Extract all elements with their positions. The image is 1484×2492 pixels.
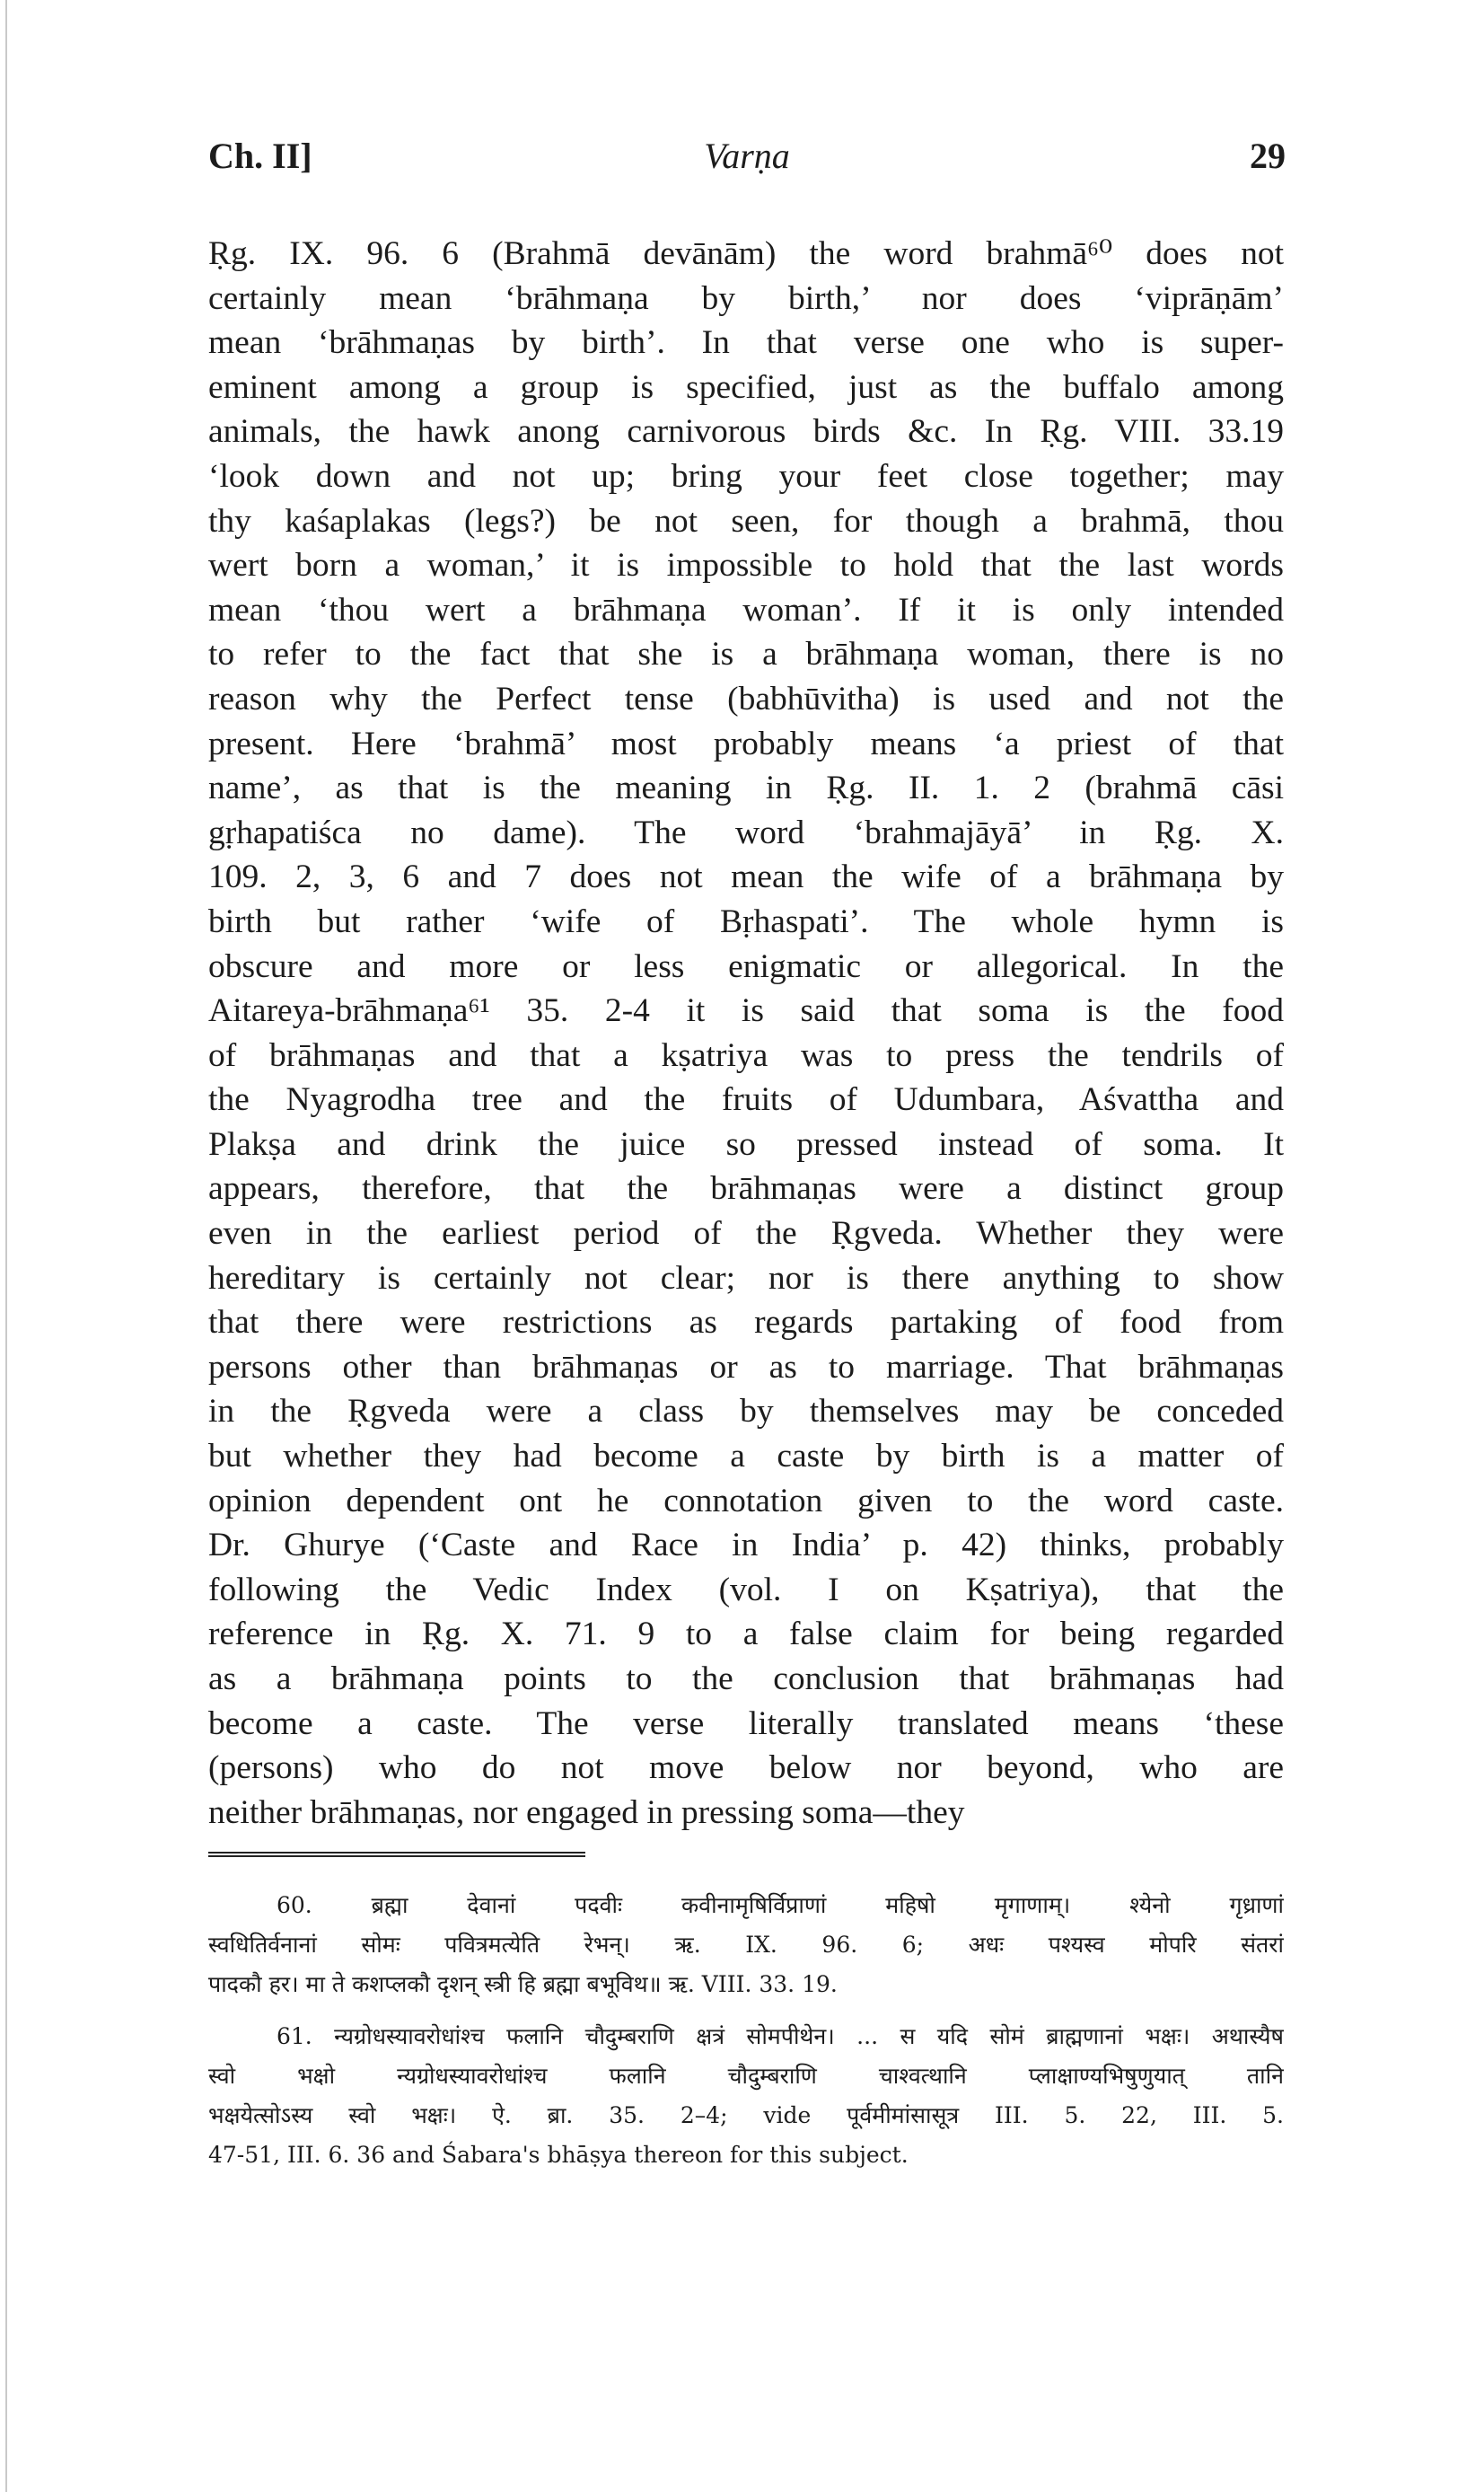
footnote-separator [208,1852,585,1857]
text-line: mean ‘brāhmaṇas by birth’. In that verse one who is super- [208,324,1284,362]
text-line: (persons) who do not move below nor beyond, who are [208,1749,1284,1787]
text-line: Aitareya-brāhmaṇa⁶¹ 35. 2-4 it is said that soma is the food [208,992,1284,1030]
text-line: certainly mean ‘brāhmaṇa by birth,’ nor does ‘viprāṇām’ [208,279,1284,317]
footnote-line: 61. न्यग्रोधस्यावरोधांश्च फलानि चौदुम्बराणि क्षत्रं सोमपीथेन। ... स यदि सोमं ब्राह्मणानां भक्षः। अथास्यैष [277,2023,1284,2049]
text-line: neither brāhmaṇas, nor engaged in pressing soma—they [208,1793,965,1831]
text-line: of brāhmaṇas and that a kṣatriya was to press the tendrils of [208,1036,1284,1074]
main-text [208,232,1284,1835]
footnotes [208,1886,1284,2175]
text-line: animals, the hawk anong carnivorous birds &c. In Ṛg. VIII. 33.19 [208,413,1284,451]
text-line: that there were restrictions as regards partaking of food from [208,1304,1284,1342]
text-line: opinion dependent ont he connotation given to the word caste. [208,1482,1284,1519]
text-line: thy kaśaplakas (legs?) be not seen, for though a brahmā, thou [208,502,1284,540]
text-line: following the Vedic Index (vol. I on Kṣatriya), that the [208,1571,1284,1608]
footnote-line: स्वधितिर्वनानां सोमः पवित्रमत्येति रेभन्। ऋ. IX. 96. 6; अधः पश्यस्व मोपरि संतरां [208,1932,1284,1958]
footnote-line: 47-51, III. 6. 36 and Śabara's bhāṣya thereon for this subject. [208,2142,909,2168]
footnote-line: स्वो भक्षो न्यग्रोधस्यावरोधांश्च फलानि चौदुम्बराणि चाश्वत्थानि प्लाक्षाण्यभिषुणुयात् तानि [208,2063,1284,2089]
text-line: ‘look down and not up; bring your feet close together; may [208,457,1284,495]
text-line: even in the earliest period of the Ṛgveda. Whether they were [208,1215,1284,1253]
footnote [208,2017,1284,2175]
text-line: mean ‘thou wert a brāhmaṇa woman’. If it is only intended [208,591,1284,629]
text-line: the Nyagrodha tree and the fruits of Udumbara, Aśvattha and [208,1081,1284,1119]
text-line: obscure and more or less enigmatic or allegorical. In the [208,947,1284,985]
text-line: 109. 2, 3, 6 and 7 does not mean the wife of a brāhmaṇa by [208,859,1284,896]
text-line: Ṛg. IX. 96. 6 (Brahmā devānām) the word brahmā⁶⁰ does not [208,235,1284,272]
text-line: become a caste. The verse literally translated means ‘these [208,1704,1284,1742]
text-line: birth but rather ‘wife of Bṛhaspati’. The whole hymn is [208,903,1284,940]
footnote-line: पादकौ हर। मा ते कशप्लकौ दृशन् स्त्री हि ब्रह्मा बभूविथ॥ ऋ. VIII. 33. 19. [208,1971,838,1997]
text-line: present. Here ‘brahmā’ most probably means ‘a priest of that [208,725,1284,762]
chapter-label: Ch. II] [208,136,312,176]
text-line: reason why the Perfect tense (babhūvitha) is used and not the [208,680,1284,718]
text-line: reference in Ṛg. X. 71. 9 to a false claim for being regarded [208,1616,1284,1653]
running-title: Varṇa [704,136,790,176]
text-line: Dr. Ghurye (‘Caste and Race in India’ p. 42) thinks, probably [208,1527,1284,1564]
footnote-line: 60. ब्रह्मा देवानां पदवीः कवीनामृषिर्विप्राणां महिषो मृगाणाम्। श्येनो गृध्राणां [277,1892,1284,1918]
text-line: appears, therefore, that the brāhmaṇas were a distinct group [208,1170,1284,1208]
text-line: wert born a woman,’ it is impossible to hold that the last words [208,547,1284,585]
text-line: Plakṣa and drink the juice so pressed instead of soma. It [208,1125,1284,1163]
page-edge-rule [5,0,7,2492]
text-line: in the Ṛgveda were a class by themselves may be conceded [208,1393,1284,1431]
text-line: to refer to the fact that she is a brāhmaṇa woman, there is no [208,636,1284,674]
text-line: eminent among a group is specified, just as the buffalo among [208,368,1284,406]
footnote-line: भक्षयेत्सोऽस्य स्वो भक्षः। ऐ. ब्रा. 35. 2–4; vide पूर्वमीमांसासूत्र III. 5. 22, III. 5. [208,2102,1284,2128]
running-header [208,135,1286,189]
text-line: as a brāhmaṇa points to the conclusion that brāhmaṇas had [208,1660,1284,1697]
footnote-gap [208,2004,1284,2017]
text-line: name’, as that is the meaning in Ṛg. II. 1. 2 (brahmā cāsi [208,770,1284,807]
text-line: persons other than brāhmaṇas or as to marriage. That brāhmaṇas [208,1348,1284,1386]
page-number: 29 [1250,136,1286,176]
text-line: gṛhapatiśca no dame). The word ‘brahmajāyā’ in Ṛg. X. [208,814,1284,851]
text-line: but whether they had become a caste by birth is a matter of [208,1438,1284,1475]
footnote [208,1886,1284,2004]
text-line: hereditary is certainly not clear; nor is there anything to show [208,1259,1284,1297]
